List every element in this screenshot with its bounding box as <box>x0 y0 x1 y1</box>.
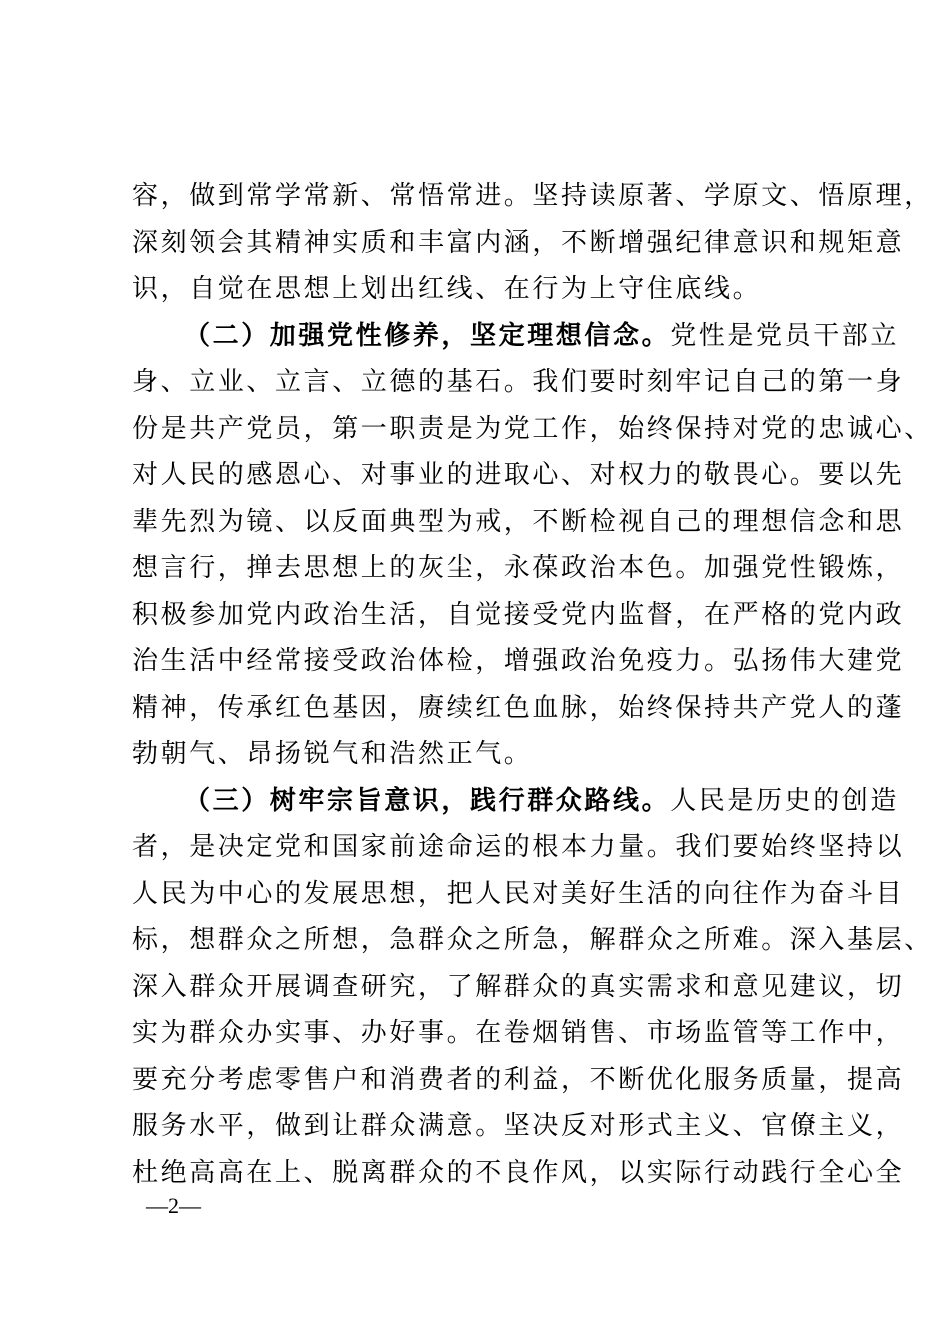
text-line: 深入群众开展调查研究，了解群众的真实需求和意见建议，切 <box>132 971 905 1002</box>
text-line: 识，自觉在思想上划出红线、在行为上守住底线。 <box>132 274 762 304</box>
text-line: 人民为中心的发展思想，把人民对美好生活的向往作为奋斗目 <box>132 878 905 909</box>
text-line: 积极参加党内政治生活，自觉接受党内监督，在严格的党内政 <box>132 599 905 630</box>
page-number: —2— <box>146 1193 201 1218</box>
text-line: 要充分考虑零售户和消费者的利益，不断优化服务质量，提高 <box>132 1064 905 1095</box>
text-line: 杜绝高高在上、脱离群众的不良作风，以实际行动践行全心全 <box>132 1157 905 1188</box>
body-text <box>132 173 933 1196</box>
text-line: 勃朝气、昂扬锐气和浩然正气。 <box>132 739 533 769</box>
text-line: 对人民的感恩心、对事业的进取心、对权力的敬畏心。要以先 <box>132 460 905 490</box>
text-line: 辈先烈为镜、以反面典型为戒，不断检视自己的理想信念和思 <box>132 506 905 537</box>
text-line: 者，是决定党和国家前途命运的根本力量。我们要始终坚持以 <box>132 832 905 862</box>
line-text: 人民是历史的创造 <box>670 785 900 816</box>
text-line: 服务水平，做到让群众满意。坚决反对形式主义、官僚主义， <box>132 1111 905 1141</box>
text-line <box>132 778 900 825</box>
text-line: 身、立业、立言、立德的基石。我们要时刻牢记自己的第一身 <box>132 367 905 397</box>
line-text: 党性是党员干部立 <box>670 320 900 351</box>
text-line: 治生活中经常接受政治体检，增强政治免疫力。弘扬伟大建党 <box>132 646 905 676</box>
text-line: 标，想群众之所想，急群众之所急，解群众之所难。深入基层、 <box>132 925 933 955</box>
section-heading-3: （三）树牢宗旨意识，践行群众路线。 <box>184 785 671 816</box>
text-line: 精神，传承红色基因，赓续红色血脉，始终保持共产党人的蓬 <box>132 692 905 723</box>
text-line: 容，做到常学常新、常悟常进。坚持读原著、学原文、悟原理， <box>132 181 933 211</box>
text-line: 想言行，掸去思想上的灰尘，永葆政治本色。加强党性锻炼， <box>132 553 905 583</box>
text-line: 实为群众办实事、办好事。在卷烟销售、市场监管等工作中， <box>132 1018 905 1048</box>
text-line <box>132 313 900 360</box>
text-line: 深刻领会其精神实质和丰富内涵，不断增强纪律意识和规矩意 <box>132 227 905 258</box>
text-line: 份是共产党员，第一职责是为党工作，始终保持对党的忠诚心、 <box>132 413 933 444</box>
section-heading-2: （二）加强党性修养，坚定理想信念。 <box>184 320 671 351</box>
